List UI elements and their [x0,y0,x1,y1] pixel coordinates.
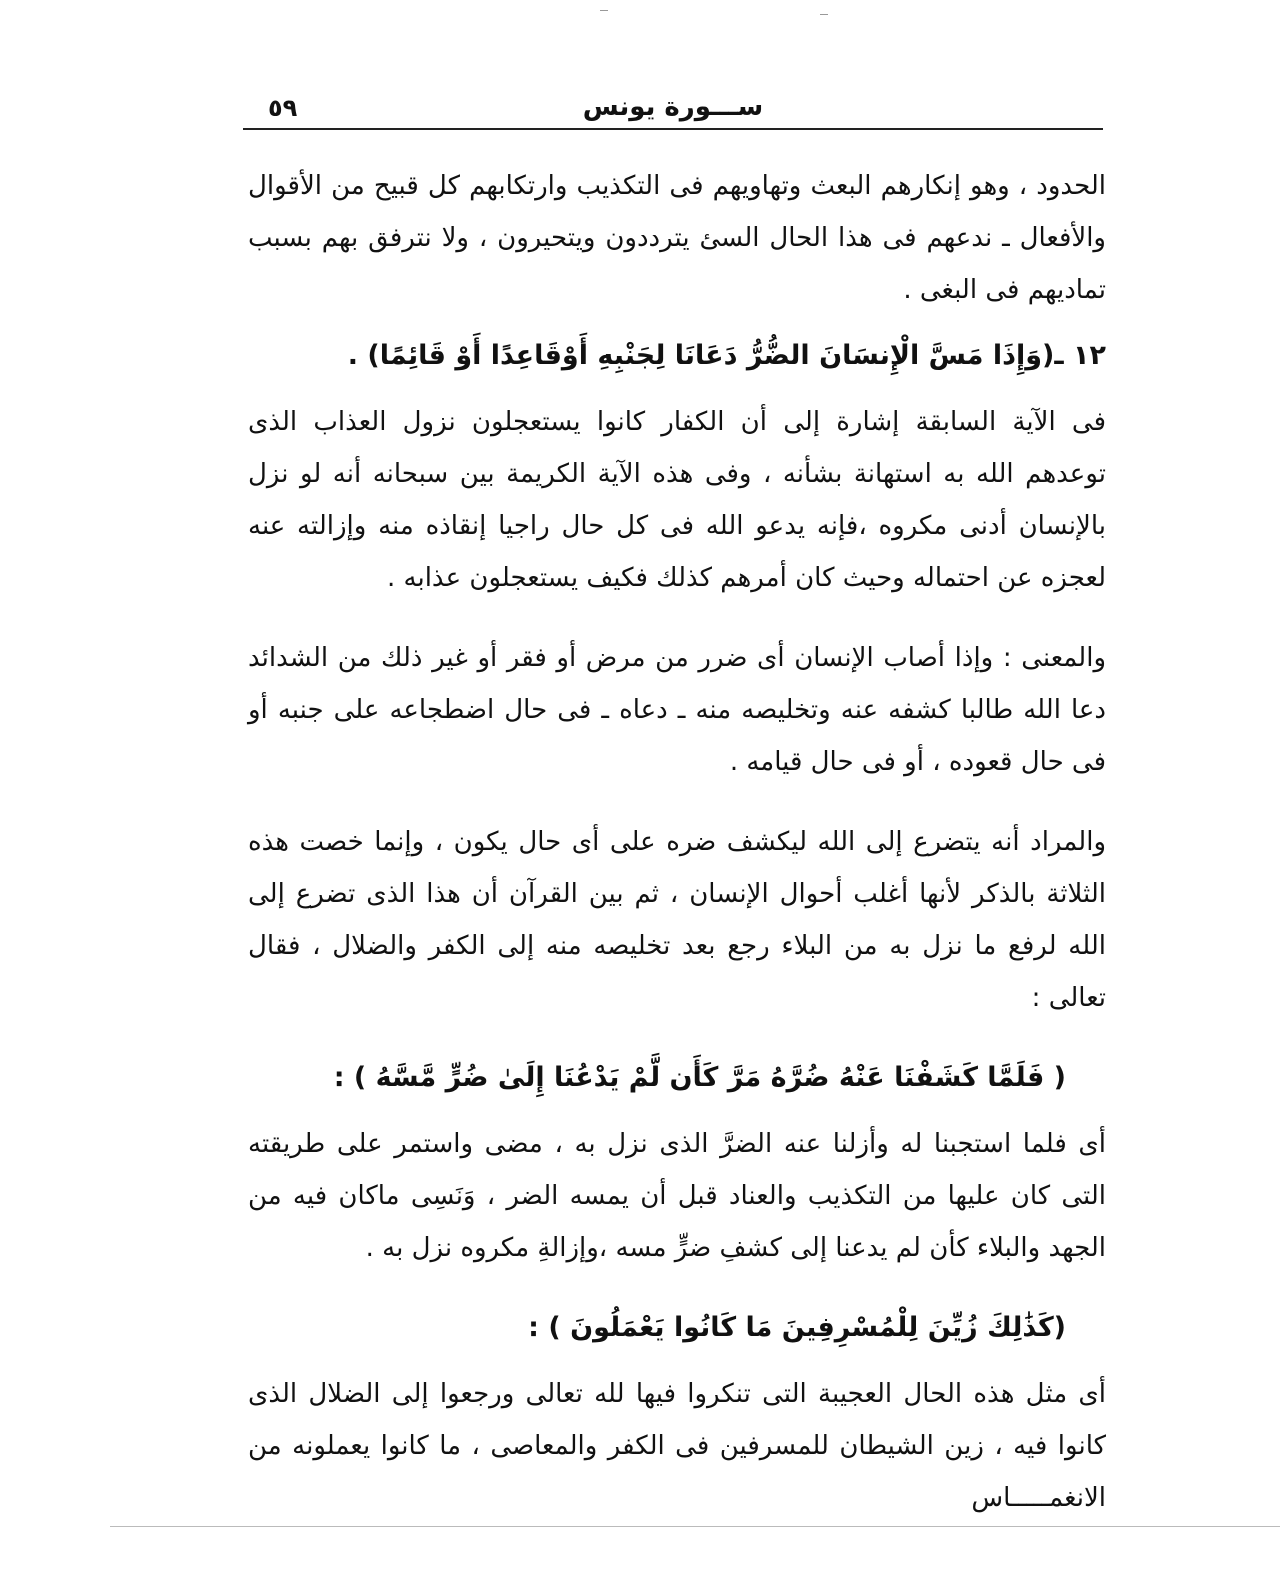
quran-verse-12: ١٢ ـ(وَإِذَا مَسَّ الْإِنسَانَ الضُّرُّ دَعَانَا لِجَنْبِهِ أَوْقَاعِدًا أَوْ قَائِمًا) . [347,340,1106,371]
paragraph-intro: الحدود ، وهو إنكارهم البعث وتهاويهم فى التكذيب وارتكابهم كل قبيح من الأقوال والأفعال ـ ندعهم فى هذا الحال السئ يترددون ويتحيرون ، ولا نترفق بهم بسبب تماديهم فى البغى . [248,171,1106,305]
paragraph-explanation: أى فلما استجبنا له وأزلنا عنه الضرَّ الذى نزل به ، مضى واستمر على طريقته التى كان عليها من التكذيب والعناد قبل أن يمسه الضر ، وَنَسِى ماكان فيه من الجهد والبلاء كأن لم يدعنا إلى كشفِ ضرٍّ مسه ،وإزالةِ مكروه نزل به . [248,1129,1106,1263]
quran-verse-adorned: (كَذَٰلِكَ زُيِّنَ لِلْمُسْرِفِينَ مَا كَانُوا يَعْمَلُونَ ) : [528,1312,1066,1343]
paragraph-meaning: والمعنى : وإذا أصاب الإنسان أى ضرر من مرض أو فقر أو غير ذلك من الشدائد دعا الله طالبا كشفه عنه وتخليصه منه ـ دعاه ـ فى حال اضطجاعه على جنبه أو فى حال قعوده ، أو فى حال قيامه . [248,643,1106,777]
page-header [243,80,1103,130]
paragraph-context: فى الآية السابقة إشارة إلى أن الكفار كانوا يستعجلون نزول العذاب الذى توعدهم الله به استهانة بشأنه ، وفى هذه الآية الكريمة بين سبحانه أنه لو نزل بالإنسان أدنى مكروه ،فإنه يدعو الله فى كل حال راجيا إنقاذه منه وإزالته عنه لعجزه عن احتماله وحيث كان أمرهم كذلك فكيف يستعجلون عذابه . [248,407,1106,593]
scan-bottom-edge [110,1526,1280,1527]
paragraph-intent: والمراد أنه يتضرع إلى الله ليكشف ضره على أى حال يكون ، وإنما خصت هذه الثلاثة بالذكر لأنها أغلب أحوال الإنسان ، ثم بين القرآن أن هذا الذى تضرع إلى الله لرفع ما نزل به من البلاء رجع بعد تخليصه منه إلى الكفر والضلال ، فقال تعالى : [248,827,1106,1013]
page-body [248,160,1106,1524]
paragraph-conclusion: أى مثل هذه الحال العجيبة التى تنكروا فيها لله تعالى ورجعوا إلى الضلال الذى كانوا فيه ، زين الشيطان للمسرفين فى الكفر والمعاصى ، ما كانوا يعملونه من الانغمـــــاس [248,1379,1106,1513]
scan-speck [600,10,608,11]
scan-speck [820,14,828,15]
quran-verse-removal: ( فَلَمَّا كَشَفْنَا عَنْهُ ضُرَّهُ مَرَّ كَأَن لَّمْ يَدْعُنَا إِلَىٰ ضُرٍّ مَّسَّهُ ) : [333,1062,1066,1093]
page-number: ٥٩ [268,94,298,122]
running-title: ســـورة يونس [582,92,764,122]
